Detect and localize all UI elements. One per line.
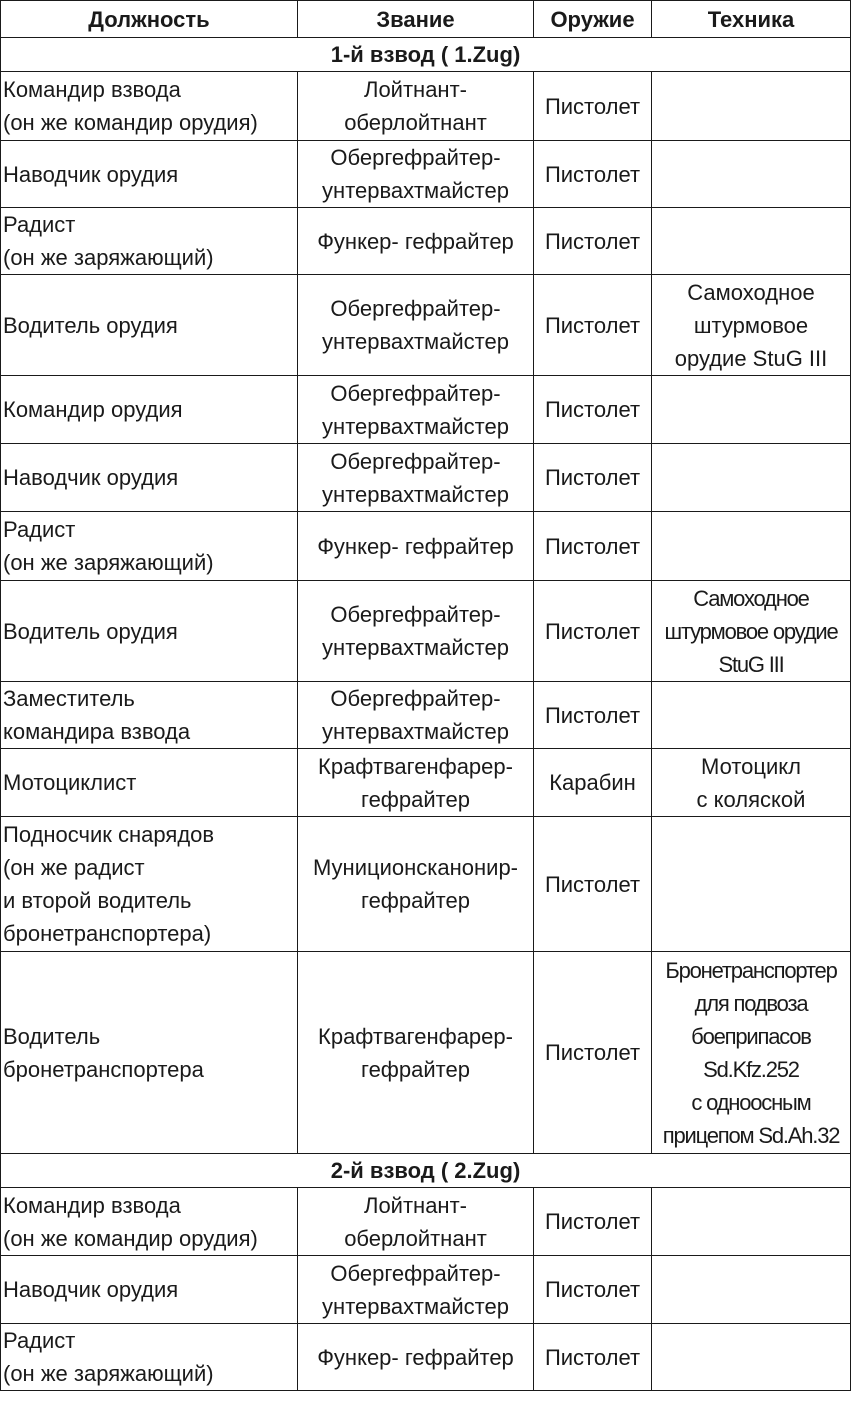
equipment-cell	[652, 141, 851, 208]
weapon-cell: Карабин	[534, 749, 652, 817]
weapon-cell: Пистолет	[534, 512, 652, 581]
position-cell: Наводчик орудия	[1, 444, 298, 512]
rank-cell: Функер- гефрайтер	[298, 512, 534, 581]
position-cell: Наводчик орудия	[1, 141, 298, 208]
weapon-cell: Пистолет	[534, 581, 652, 682]
equipment-cell: Самоходное штурмовое орудие StuG III	[652, 581, 851, 682]
rank-cell: Обергефрайтер- унтервахтмайстер	[298, 376, 534, 444]
position-cell: Радист (он же заряжающий)	[1, 208, 298, 275]
weapon-cell: Пистолет	[534, 952, 652, 1154]
section-row	[1, 38, 851, 72]
equipment-cell: Самоходное штурмовое орудие StuG III	[652, 275, 851, 376]
table-row	[1, 1256, 851, 1324]
position-cell: Радист (он же заряжающий)	[1, 1324, 298, 1391]
table-row	[1, 1324, 851, 1391]
weapon-cell: Пистолет	[534, 275, 652, 376]
table-row	[1, 952, 851, 1154]
position-cell: Водитель орудия	[1, 581, 298, 682]
equipment-cell	[652, 376, 851, 444]
position-cell: Водитель бронетранспортера	[1, 952, 298, 1154]
rank-cell: Крафтвагенфарер- гефрайтер	[298, 749, 534, 817]
rank-cell: Обергефрайтер- унтервахтмайстер	[298, 581, 534, 682]
position-cell: Водитель орудия	[1, 275, 298, 376]
position-cell: Радист (он же заряжающий)	[1, 512, 298, 581]
rank-cell: Обергефрайтер- унтервахтмайстер	[298, 444, 534, 512]
table-row	[1, 749, 851, 817]
table-row	[1, 1188, 851, 1256]
position-cell: Подносчик снарядов (он же радист и второй водитель бронетранспортера)	[1, 817, 298, 952]
header-position: Должность	[1, 1, 298, 38]
table-row	[1, 376, 851, 444]
weapon-cell: Пистолет	[534, 1188, 652, 1256]
position-cell: Мотоциклист	[1, 749, 298, 817]
weapon-cell: Пистолет	[534, 444, 652, 512]
weapon-cell: Пистолет	[534, 817, 652, 952]
header-equipment: Техника	[652, 1, 851, 38]
section-title: 1-й взвод ( 1.Zug)	[1, 38, 851, 72]
table-row	[1, 72, 851, 141]
position-cell: Командир взвода (он же командир орудия)	[1, 72, 298, 141]
table-row	[1, 444, 851, 512]
table-row	[1, 581, 851, 682]
section-row	[1, 1154, 851, 1188]
rank-cell: Обергефрайтер- унтервахтмайстер	[298, 275, 534, 376]
weapon-cell: Пистолет	[534, 682, 652, 749]
equipment-cell	[652, 444, 851, 512]
equipment-cell	[652, 72, 851, 141]
table-row	[1, 141, 851, 208]
rank-cell: Крафтвагенфарер- гефрайтер	[298, 952, 534, 1154]
header-weapon: Оружие	[534, 1, 652, 38]
equipment-cell: Мотоцикл с коляской	[652, 749, 851, 817]
position-cell: Командир орудия	[1, 376, 298, 444]
table-row	[1, 682, 851, 749]
table-row	[1, 817, 851, 952]
rank-cell: Функер- гефрайтер	[298, 1324, 534, 1391]
table-row	[1, 275, 851, 376]
equipment-cell	[652, 512, 851, 581]
position-cell: Заместитель командира взвода	[1, 682, 298, 749]
equipment-cell	[652, 817, 851, 952]
equipment-cell	[652, 208, 851, 275]
rank-cell: Муниционсканонир- гефрайтер	[298, 817, 534, 952]
table-row	[1, 512, 851, 581]
weapon-cell: Пистолет	[534, 1256, 652, 1324]
section-title: 2-й взвод ( 2.Zug)	[1, 1154, 851, 1188]
rank-cell: Обергефрайтер- унтервахтмайстер	[298, 1256, 534, 1324]
rank-cell: Лойтнант- оберлойтнант	[298, 72, 534, 141]
weapon-cell: Пистолет	[534, 72, 652, 141]
equipment-cell	[652, 1256, 851, 1324]
weapon-cell: Пистолет	[534, 141, 652, 208]
header-rank: Звание	[298, 1, 534, 38]
rank-cell: Функер- гефрайтер	[298, 208, 534, 275]
rank-cell: Лойтнант- оберлойтнант	[298, 1188, 534, 1256]
equipment-cell	[652, 682, 851, 749]
rank-cell: Обергефрайтер- унтервахтмайстер	[298, 141, 534, 208]
equipment-cell	[652, 1188, 851, 1256]
position-cell: Наводчик орудия	[1, 1256, 298, 1324]
weapon-cell: Пистолет	[534, 208, 652, 275]
header-row	[1, 1, 851, 38]
rank-cell: Обергефрайтер- унтервахтмайстер	[298, 682, 534, 749]
equipment-cell: Бронетранспортер для подвоза боеприпасов Sd.Kfz.252 с одноосным прицепом Sd.Ah.32	[652, 952, 851, 1154]
equipment-cell	[652, 1324, 851, 1391]
table-row	[1, 208, 851, 275]
weapon-cell: Пистолет	[534, 376, 652, 444]
weapon-cell: Пистолет	[534, 1324, 652, 1391]
position-cell: Командир взвода (он же командир орудия)	[1, 1188, 298, 1256]
